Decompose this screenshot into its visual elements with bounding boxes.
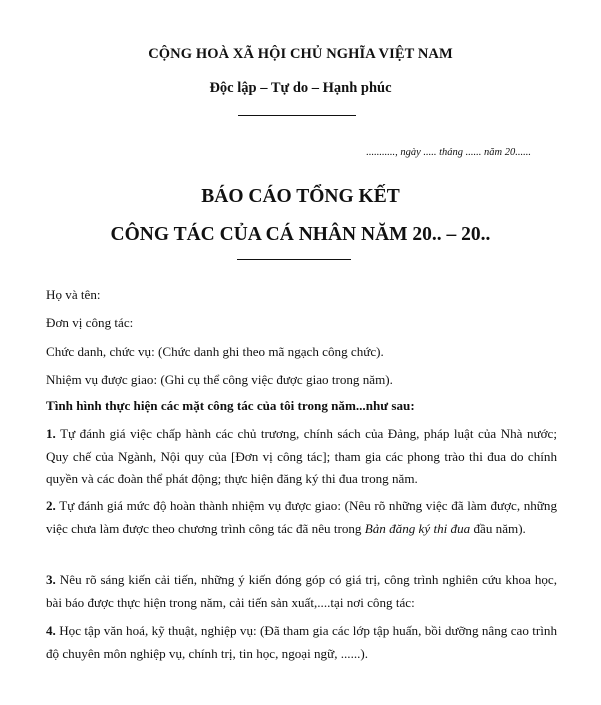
item-4-text: Học tập văn hoá, kỹ thuật, nghiệp vụ: (Đã tham gia các lớp tập huấn, bồi dưỡng nâng cao trình độ chuyên môn nghiệp vụ, chính trị, tin học, ngoại ngữ, ......). — [46, 623, 557, 661]
item-3-text: Nêu rõ sáng kiến cải tiến, những ý kiến đóng góp có giá trị, công trình nghiên cứu khoa học, bài báo được thực hiện trong năm, cải tiến sản xuất,....tại nơi công tác: — [46, 572, 557, 610]
header-underline — [238, 115, 356, 116]
title-underline — [237, 259, 351, 260]
national-motto: Độc lập – Tự do – Hạnh phúc — [209, 80, 392, 96]
national-title: CỘNG HOÀ XÃ HỘI CHỦ NGHĨA VIỆT NAM — [148, 46, 453, 62]
item-1-number: 1. — [46, 426, 56, 441]
item-4-number: 4. — [46, 623, 56, 638]
date-line: ..........., ngày ..... tháng ...... năm 20...... — [366, 147, 531, 158]
item-1-text: Tự đánh giá việc chấp hành các chủ trương, chính sách của Đảng, pháp luật của Nhà nước; Quy chế của Ngành, Nội quy của [Đơn vị công tác]; tham gia các phong trào thi đua do chính quyền và các đoàn thể phát động; thực hiện đăng ký thi đua trong năm. — [46, 426, 557, 486]
section-heading: Tình hình thực hiện các mặt công tác của tôi trong năm...như sau: — [46, 398, 415, 413]
item-4 — [46, 620, 557, 665]
item-3-number: 3. — [46, 572, 56, 587]
field-unit: Đơn vị công tác: — [46, 315, 134, 330]
report-subtitle: CÔNG TÁC CỦA CÁ NHÂN NĂM 20.. – 20.. — [110, 224, 491, 245]
item-1 — [46, 423, 557, 491]
field-name: Họ và tên: — [46, 287, 101, 302]
item-2-text-end: đầu năm). — [470, 520, 526, 536]
report-title: BÁO CÁO TỔNG KẾT — [201, 186, 400, 207]
item-2-italic-text: Bản đăng ký thi đua — [364, 520, 471, 536]
item-2-text: Tự đánh giá mức độ hoàn thành nhiệm vụ được giao: (Nêu rõ những việc đã làm được, những việc chưa làm được theo chương trình công tác đã nêu trong — [46, 498, 557, 536]
item-3 — [46, 569, 557, 614]
field-duty: Nhiệm vụ được giao: (Ghi cụ thể công việc được giao trong năm). — [46, 372, 393, 387]
item-2-number: 2. — [46, 498, 56, 513]
field-position: Chức danh, chức vụ: (Chức danh ghi theo mã ngạch công chức). — [46, 344, 384, 359]
item-2 — [46, 495, 557, 540]
